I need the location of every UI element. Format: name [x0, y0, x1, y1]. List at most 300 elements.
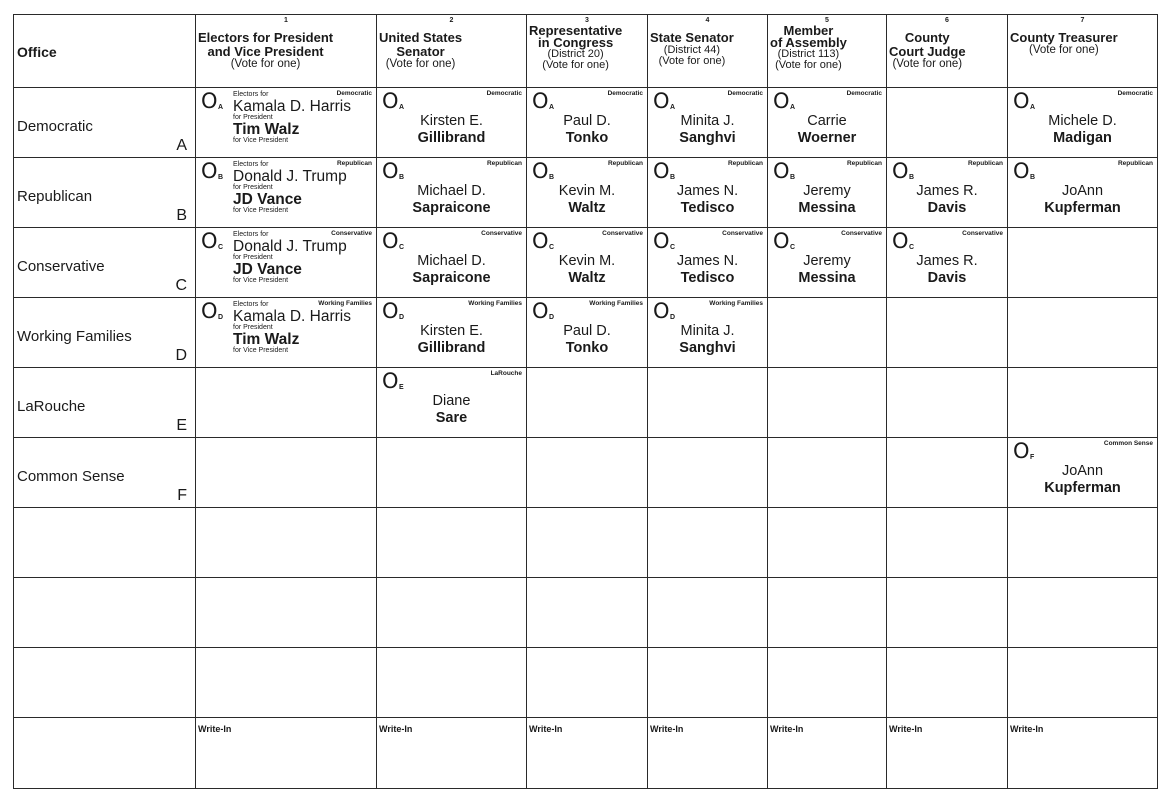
- party-name: Democratic: [17, 118, 93, 135]
- president-name: Kamala D. Harris: [233, 98, 351, 115]
- empty-cell: [527, 648, 648, 718]
- party-row-c: [14, 228, 1158, 298]
- contest-header-4: [648, 15, 768, 88]
- for-president-label: for President: [233, 184, 273, 191]
- party-row-b: [14, 158, 1158, 228]
- candidate-cell[interactable]: [377, 228, 527, 298]
- vote-oval[interactable]: O: [653, 229, 670, 253]
- candidate-last-name: Tedisco: [680, 270, 735, 286]
- vote-oval[interactable]: O: [773, 229, 790, 253]
- contest-title-line: County Treasurer: [1010, 30, 1118, 45]
- row-letter: E: [176, 417, 187, 434]
- empty-cell: [14, 648, 196, 718]
- candidate-cell[interactable]: [887, 158, 1008, 228]
- vote-oval[interactable]: O: [773, 159, 790, 183]
- empty-cell: [196, 578, 377, 648]
- ballot-grid: [13, 14, 1158, 789]
- party-tag: Democratic: [727, 90, 763, 97]
- vote-oval[interactable]: O: [1013, 159, 1030, 183]
- party-tag: Working Families: [589, 300, 643, 307]
- candidate-name: [768, 253, 886, 287]
- party-tag: Republican: [727, 160, 763, 167]
- oval-letter: B: [218, 174, 224, 181]
- candidate-last-name: Tonko: [565, 130, 609, 146]
- blank-row: [14, 648, 1158, 718]
- empty-cell: [648, 508, 768, 578]
- candidate-last-name: Tonko: [565, 340, 609, 356]
- vote-oval[interactable]: O: [653, 299, 670, 323]
- candidate-name: [887, 183, 1007, 217]
- party-tag: Republican: [486, 160, 522, 167]
- office-header-cell: [14, 15, 196, 88]
- candidate-name: [648, 113, 767, 147]
- candidate-last-name: Waltz: [568, 200, 606, 216]
- oval-letter: B: [670, 174, 676, 181]
- vice-president-name: Tim Walz: [233, 121, 300, 138]
- contest-title-line: Electors for President: [198, 30, 334, 45]
- candidate-first-name: Paul D.: [563, 113, 611, 129]
- party-tag: Conservative: [481, 230, 522, 237]
- candidate-cell[interactable]: [377, 368, 527, 438]
- party-tag: Republican: [607, 160, 643, 167]
- candidate-cell[interactable]: [527, 228, 648, 298]
- contest-title: [650, 31, 734, 67]
- write-in-cell[interactable]: [527, 718, 648, 789]
- oval-letter: A: [1030, 104, 1036, 111]
- for-vice-president-label: for Vice President: [233, 277, 289, 284]
- party-tag: Democratic: [336, 90, 372, 97]
- candidate-cell[interactable]: [1008, 158, 1158, 228]
- candidate-first-name: JoAnn: [1061, 183, 1104, 199]
- ticket-cell: [196, 438, 377, 508]
- empty-cell: [887, 298, 1008, 368]
- candidate-first-name: Kevin M.: [558, 183, 616, 199]
- candidate-name: [648, 253, 767, 287]
- contest-title: [379, 31, 462, 70]
- write-in-cell[interactable]: [196, 718, 377, 789]
- contest-title-line: United States: [379, 30, 463, 45]
- candidate-first-name: Michael D.: [417, 183, 486, 199]
- candidate-name: [527, 253, 647, 287]
- candidate-cell[interactable]: [527, 158, 648, 228]
- write-in-cell[interactable]: [768, 718, 887, 789]
- candidate-first-name: Minita J.: [680, 323, 735, 339]
- president-name: Donald J. Trump: [233, 168, 347, 185]
- oval-letter: F: [1030, 454, 1035, 461]
- candidate-cell[interactable]: [1008, 438, 1158, 508]
- write-in-label: Write-In: [650, 724, 684, 734]
- contest-title-line: Senator: [396, 44, 445, 59]
- empty-cell: [1008, 368, 1158, 438]
- write-in-label: Write-In: [770, 724, 804, 734]
- candidate-last-name: Kupferman: [1044, 480, 1121, 496]
- oval-letter: C: [670, 244, 676, 251]
- ticket-cell: [196, 368, 377, 438]
- vote-oval[interactable]: O: [532, 89, 549, 113]
- candidate-name: [527, 113, 647, 147]
- electors-for-label: Electors for: [233, 91, 269, 98]
- empty-cell: [527, 508, 648, 578]
- party-tag: Republican: [967, 160, 1003, 167]
- empty-cell: [527, 368, 648, 438]
- vote-oval[interactable]: O: [1013, 89, 1030, 113]
- empty-cell: [768, 298, 887, 368]
- party-row-e: [14, 368, 1158, 438]
- party-row-a: [14, 88, 1158, 158]
- vote-oval[interactable]: O: [201, 89, 218, 113]
- candidate-cell[interactable]: [887, 228, 1008, 298]
- party-row-f: [14, 438, 1158, 508]
- oval-letter: C: [549, 244, 555, 251]
- ticket-names: [233, 91, 351, 145]
- vote-oval[interactable]: O: [1013, 439, 1030, 463]
- candidate-name: [648, 183, 767, 217]
- candidate-first-name: James N.: [676, 183, 739, 199]
- candidate-first-name: Michele D.: [1048, 113, 1117, 129]
- candidate-name: [377, 253, 526, 287]
- contest-number: 7: [1080, 17, 1085, 24]
- vote-oval[interactable]: O: [382, 89, 399, 113]
- candidate-name: [377, 323, 526, 357]
- row-letter: C: [175, 277, 187, 294]
- party-cell: [14, 438, 196, 508]
- contest-title-line: in Congress: [538, 35, 614, 50]
- party-name: LaRouche: [17, 398, 86, 415]
- ticket-names: [233, 301, 351, 355]
- contest-header-7: [1008, 15, 1158, 88]
- candidate-cell[interactable]: [648, 228, 768, 298]
- empty-cell: [768, 578, 887, 648]
- party-tag: Democratic: [1117, 90, 1153, 97]
- contest-instruction: (Vote for one): [658, 55, 726, 67]
- row-letter: F: [177, 487, 187, 504]
- candidate-name: [527, 183, 647, 217]
- oval-letter: A: [399, 104, 405, 111]
- party-tag: Conservative: [602, 230, 643, 237]
- candidate-cell[interactable]: [377, 298, 527, 368]
- header-row: [14, 15, 1158, 88]
- candidate-last-name: Messina: [798, 200, 856, 216]
- vote-oval[interactable]: O: [201, 229, 218, 253]
- for-president-label: for President: [233, 114, 273, 121]
- party-name: Common Sense: [17, 468, 125, 485]
- candidate-first-name: Carrie: [807, 113, 847, 129]
- empty-cell: [14, 578, 196, 648]
- vote-oval[interactable]: O: [653, 89, 670, 113]
- empty-cell: [768, 438, 887, 508]
- empty-cell: [377, 508, 527, 578]
- for-vice-president-label: for Vice President: [233, 347, 289, 354]
- oval-letter: A: [218, 104, 224, 111]
- vote-oval[interactable]: O: [201, 159, 218, 183]
- party-name: Working Families: [17, 328, 132, 345]
- candidate-last-name: Woerner: [797, 130, 857, 146]
- contest-number: 6: [945, 17, 949, 24]
- empty-cell: [1008, 228, 1158, 298]
- candidate-first-name: Minita J.: [680, 113, 735, 129]
- contest-header-2: [377, 15, 527, 88]
- vote-oval[interactable]: O: [773, 89, 790, 113]
- vote-oval[interactable]: O: [382, 299, 399, 323]
- candidate-name: [887, 253, 1007, 287]
- contest-title: [1010, 31, 1118, 56]
- blank-row: [14, 508, 1158, 578]
- candidate-last-name: Kupferman: [1044, 200, 1121, 216]
- candidate-name: [768, 113, 886, 147]
- contest-instruction: (Vote for one): [775, 59, 842, 71]
- candidate-last-name: Gillibrand: [417, 340, 486, 356]
- vice-president-name: JD Vance: [233, 191, 302, 208]
- empty-cell: [196, 648, 377, 718]
- vote-oval[interactable]: O: [532, 229, 549, 253]
- candidate-name: [527, 323, 647, 357]
- empty-cell: [377, 438, 527, 508]
- party-tag: Conservative: [331, 230, 372, 237]
- candidate-name: [377, 393, 526, 427]
- empty-cell: [887, 648, 1008, 718]
- party-tag: Republican: [1117, 160, 1153, 167]
- candidate-cell[interactable]: [377, 158, 527, 228]
- party-cell: [14, 228, 196, 298]
- candidate-cell[interactable]: [768, 88, 887, 158]
- write-in-cell[interactable]: [377, 718, 527, 789]
- contest-instruction: (Vote for one): [1028, 44, 1099, 56]
- candidate-name: [1008, 463, 1157, 497]
- row-letter: D: [175, 347, 187, 364]
- president-name: Donald J. Trump: [233, 238, 347, 255]
- candidate-name: [377, 183, 526, 217]
- empty-cell: [768, 368, 887, 438]
- empty-cell: [1008, 508, 1158, 578]
- contest-instruction: (Vote for one): [542, 59, 609, 71]
- contest-title: [889, 31, 966, 70]
- party-tag: Republican: [846, 160, 882, 167]
- candidate-last-name: Sanghvi: [679, 130, 736, 146]
- oval-letter: D: [399, 314, 405, 321]
- vote-oval[interactable]: O: [532, 299, 549, 323]
- oval-letter: C: [790, 244, 796, 251]
- candidate-last-name: Sapraicone: [412, 270, 491, 286]
- oval-letter: B: [790, 174, 796, 181]
- candidate-cell[interactable]: [768, 158, 887, 228]
- candidate-last-name: Davis: [927, 270, 967, 286]
- vice-president-name: Tim Walz: [233, 331, 300, 348]
- candidate-last-name: Sapraicone: [412, 200, 491, 216]
- vote-oval[interactable]: O: [892, 229, 909, 253]
- contest-header-6: [887, 15, 1008, 88]
- empty-cell: [196, 508, 377, 578]
- contest-instruction: (Vote for one): [385, 58, 456, 70]
- candidate-name: [648, 323, 767, 357]
- contest-title-line: Court Judge: [889, 44, 966, 59]
- vote-oval[interactable]: O: [382, 159, 399, 183]
- vice-president-name: JD Vance: [233, 261, 302, 278]
- candidate-name: [1008, 113, 1157, 147]
- oval-letter: E: [399, 384, 404, 391]
- party-tag: Conservative: [722, 230, 763, 237]
- contest-number: 1: [284, 17, 288, 24]
- oval-letter: D: [670, 314, 676, 321]
- party-tag: Republican: [336, 160, 372, 167]
- candidate-first-name: Michael D.: [417, 253, 486, 269]
- candidate-first-name: Diane: [432, 393, 471, 409]
- candidate-first-name: Jeremy: [803, 253, 851, 269]
- party-cell: [14, 368, 196, 438]
- party-tag: LaRouche: [490, 370, 522, 377]
- candidate-first-name: James N.: [676, 253, 739, 269]
- empty-cell: [527, 438, 648, 508]
- contest-title-line: Representative: [529, 23, 623, 38]
- candidate-last-name: Messina: [798, 270, 856, 286]
- write-in-label: Write-In: [379, 724, 413, 734]
- candidate-last-name: Madigan: [1053, 130, 1112, 146]
- candidate-last-name: Gillibrand: [417, 130, 486, 146]
- empty-cell: [1008, 578, 1158, 648]
- ticket-cell[interactable]: [196, 298, 377, 368]
- empty-cell: [14, 718, 196, 789]
- candidate-last-name: Sare: [435, 410, 468, 426]
- candidate-cell[interactable]: [1008, 88, 1158, 158]
- write-in-cell[interactable]: [1008, 718, 1158, 789]
- oval-letter: C: [399, 244, 405, 251]
- write-in-label: Write-In: [529, 724, 563, 734]
- party-tag: Working Families: [468, 300, 522, 307]
- empty-cell: [648, 578, 768, 648]
- oval-letter: B: [549, 174, 555, 181]
- contest-title: [770, 25, 847, 71]
- empty-cell: [14, 508, 196, 578]
- contest-header-1: [196, 15, 377, 88]
- contest-title-line: County: [904, 30, 950, 45]
- candidate-first-name: Kirsten E.: [420, 323, 483, 339]
- president-name: Kamala D. Harris: [233, 308, 351, 325]
- candidate-cell[interactable]: [648, 298, 768, 368]
- contest-instruction: (District 113): [777, 48, 840, 60]
- candidate-name: [1008, 183, 1157, 217]
- oval-letter: B: [1030, 174, 1036, 181]
- empty-cell: [768, 508, 887, 578]
- for-president-label: for President: [233, 324, 273, 331]
- empty-cell: [648, 648, 768, 718]
- candidate-cell[interactable]: [768, 228, 887, 298]
- candidate-last-name: Sanghvi: [679, 340, 736, 356]
- candidate-first-name: James R.: [916, 183, 978, 199]
- contest-title: [529, 25, 622, 71]
- candidate-cell[interactable]: [527, 88, 648, 158]
- empty-cell: [527, 578, 648, 648]
- office-header-label: Office: [17, 44, 57, 60]
- party-tag: Conservative: [962, 230, 1003, 237]
- candidate-first-name: Paul D.: [563, 323, 611, 339]
- oval-letter: D: [218, 314, 224, 321]
- candidate-first-name: Kevin M.: [558, 253, 616, 269]
- ticket-cell[interactable]: [196, 158, 377, 228]
- candidate-last-name: Davis: [927, 200, 967, 216]
- party-name: Republican: [17, 188, 93, 205]
- oval-letter: A: [670, 104, 676, 111]
- vote-oval[interactable]: O: [382, 369, 399, 393]
- blank-row: [14, 578, 1158, 648]
- write-in-label: Write-In: [889, 724, 923, 734]
- oval-letter: C: [909, 244, 915, 251]
- ticket-cell[interactable]: [196, 88, 377, 158]
- candidate-name: [768, 183, 886, 217]
- oval-letter: A: [549, 104, 555, 111]
- vote-oval[interactable]: O: [201, 299, 218, 323]
- row-letter: B: [176, 207, 187, 224]
- empty-cell: [887, 438, 1008, 508]
- empty-cell: [887, 578, 1008, 648]
- contest-number: 4: [705, 17, 710, 24]
- write-in-cell[interactable]: [887, 718, 1008, 789]
- for-president-label: for President: [233, 254, 273, 261]
- empty-cell: [887, 508, 1008, 578]
- oval-letter: C: [218, 244, 224, 251]
- for-vice-president-label: for Vice President: [233, 207, 289, 214]
- contest-instruction: (Vote for one): [892, 58, 963, 70]
- empty-cell: [377, 648, 527, 718]
- party-row-d: [14, 298, 1158, 368]
- candidate-cell[interactable]: [648, 158, 768, 228]
- write-in-label: Write-In: [1010, 724, 1044, 734]
- ticket-cell[interactable]: [196, 228, 377, 298]
- contest-instruction: (District 44): [663, 44, 721, 56]
- candidate-cell[interactable]: [648, 88, 768, 158]
- vote-oval[interactable]: O: [382, 229, 399, 253]
- oval-letter: A: [790, 104, 796, 111]
- contest-title-line: of Assembly: [770, 35, 847, 50]
- party-cell: [14, 88, 196, 158]
- party-tag: Democratic: [486, 90, 522, 97]
- empty-cell: [887, 88, 1008, 158]
- empty-cell: [887, 368, 1008, 438]
- empty-cell: [648, 368, 768, 438]
- candidate-first-name: Kirsten E.: [420, 113, 483, 129]
- oval-letter: D: [549, 314, 555, 321]
- party-name: Conservative: [17, 258, 105, 275]
- empty-cell: [1008, 648, 1158, 718]
- party-tag: Democratic: [607, 90, 643, 97]
- write-in-cell[interactable]: [648, 718, 768, 789]
- party-tag: Conservative: [841, 230, 882, 237]
- empty-cell: [377, 578, 527, 648]
- party-cell: [14, 158, 196, 228]
- vote-oval[interactable]: O: [532, 159, 549, 183]
- candidate-cell[interactable]: [527, 298, 648, 368]
- empty-cell: [1008, 298, 1158, 368]
- contest-title-line: Member: [783, 23, 834, 38]
- contest-instruction: (Vote for one): [230, 58, 301, 70]
- party-cell: [14, 298, 196, 368]
- vote-oval[interactable]: O: [892, 159, 909, 183]
- candidate-first-name: James R.: [916, 253, 978, 269]
- contest-header-3: [527, 15, 648, 88]
- party-tag: Common Sense: [1103, 440, 1153, 447]
- contest-title-line: State Senator: [650, 30, 734, 45]
- write-in-row: [14, 718, 1158, 789]
- vote-oval[interactable]: O: [653, 159, 670, 183]
- ticket-names: [233, 231, 347, 285]
- electors-for-label: Electors for: [233, 161, 269, 168]
- empty-cell: [768, 648, 887, 718]
- write-in-label: Write-In: [198, 724, 232, 734]
- candidate-last-name: Tedisco: [680, 200, 735, 216]
- empty-cell: [648, 438, 768, 508]
- oval-letter: B: [909, 174, 915, 181]
- contest-title: [198, 31, 333, 70]
- candidate-cell[interactable]: [377, 88, 527, 158]
- ticket-names: [233, 161, 347, 215]
